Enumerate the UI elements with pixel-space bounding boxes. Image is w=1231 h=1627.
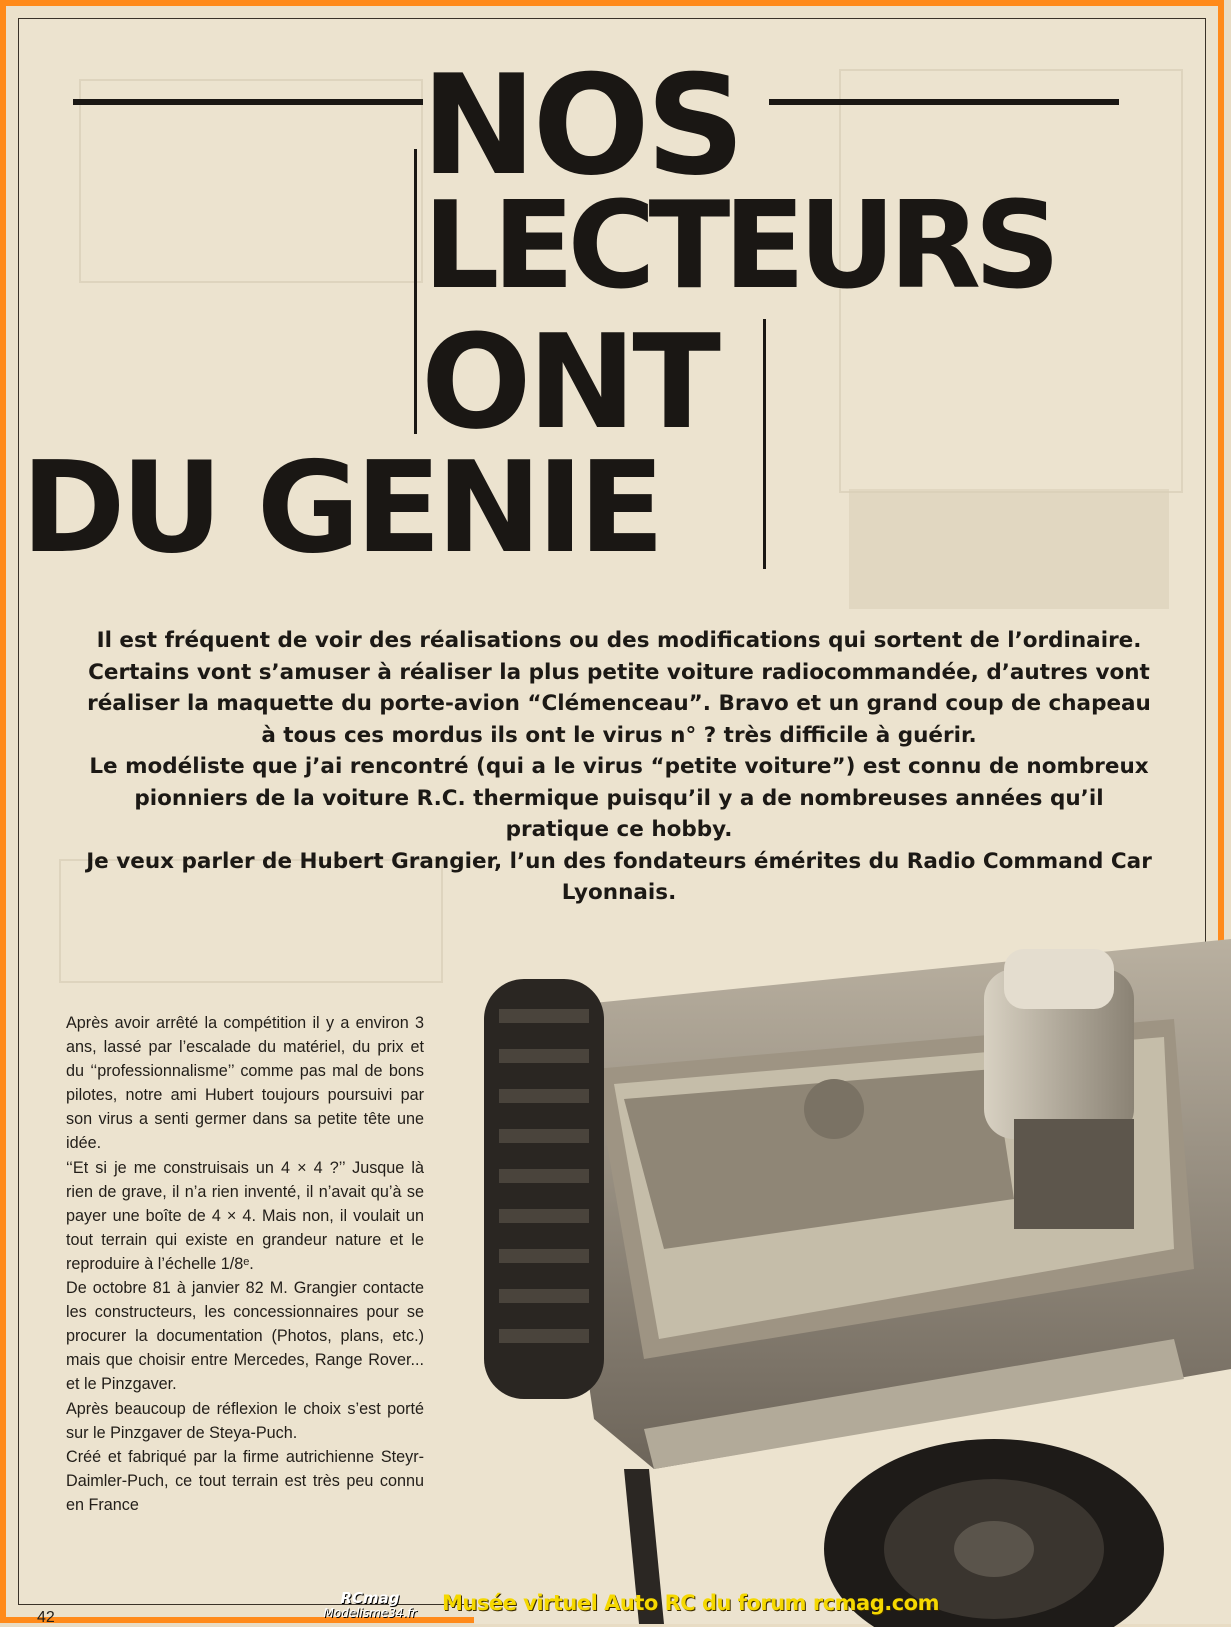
background-show-through xyxy=(79,79,423,283)
headline-line-2: LECTEURS xyxy=(423,177,1054,316)
body-paragraph: De octobre 81 à janvier 82 M. Grangier contacte les constructeurs, les concessionnaires pour se procurer la documentation (Photos, plans, etc.) mais que choisir entre Mercedes, Range Rover... et le Pinzgaver. xyxy=(66,1279,424,1394)
rcmag-logo xyxy=(316,1590,424,1624)
headline-line-3: ONT xyxy=(421,306,717,458)
logo-top-text: RCmag xyxy=(340,1589,400,1607)
intro-paragraph: Le modéliste que j’ai rencontré (qui a le virus “petite voiture”) est connu de nombreux pionniers de la voiture R.C. thermique puisqu’il y a de nombreuses années qu’il pratique ce hobby. xyxy=(89,754,1149,842)
article-body xyxy=(66,1011,424,1517)
headline-divider-upper xyxy=(414,149,417,434)
body-paragraph: Après beaucoup de réflexion le choix s’est porté sur le Pinzgaver de Steya-Puch. xyxy=(66,1399,424,1442)
page-number: 42 xyxy=(37,1609,55,1626)
headline-divider-lower xyxy=(763,319,766,569)
model-car-photo xyxy=(474,949,1231,1624)
headline-rule-right xyxy=(769,99,1119,105)
body-paragraph: Créé et fabriqué par la firme autrichienne Steyr-Daimler-Puch, ce tout terrain est très peu connu en France xyxy=(66,1447,424,1514)
body-paragraph: ‘‘Et si je me construisais un 4 × 4 ?’’ Jusque là rien de grave, il n’a rien inventé, il n’avait qu’à se payer une boîte de 4 × 4. Mais non, il voulait un tout terrain qui existe en grandeur nature et le reproduire à l’échelle 1/8ᵉ. xyxy=(66,1158,424,1273)
headline-line-4: DU GENIE xyxy=(21,434,660,581)
intro-paragraph: Il est fréquent de voir des réalisations ou des modifications qui sortent de l’ordinaire. xyxy=(96,628,1142,653)
background-show-through xyxy=(849,489,1169,609)
intro-text xyxy=(79,625,1159,909)
intro-paragraph: Certains vont s’amuser à réaliser la plus petite voiture radiocommandée, d’autres vont réaliser la maquette du porte-avion “Clémenceau”. Bravo et un grand coup de chapeau à tous ces mordus ils ont le virus n° ? très difficile à guérir. xyxy=(87,659,1151,748)
body-paragraph: Après avoir arrêté la compétition il y a environ 3 ans, lassé par l’escalade du matériel, du prix et du ‘‘professionnalisme’’ comme pas mal de bons pilotes, notre ami Hubert toujours poursuivi par son virus a senti germer dans sa petite tête une idée. xyxy=(66,1014,424,1153)
intro-paragraph: Je veux parler de Hubert Grangier, l’un des fondateurs émérites du Radio Command Car Lyonnais. xyxy=(86,848,1152,905)
headline-rule-left xyxy=(73,99,423,105)
logo-bottom-text: Modelisme34.fr xyxy=(323,1606,417,1620)
headline-line-1: NOS xyxy=(421,45,742,206)
watermark-caption: Musée virtuel Auto RC du forum rcmag.com xyxy=(442,1591,939,1615)
